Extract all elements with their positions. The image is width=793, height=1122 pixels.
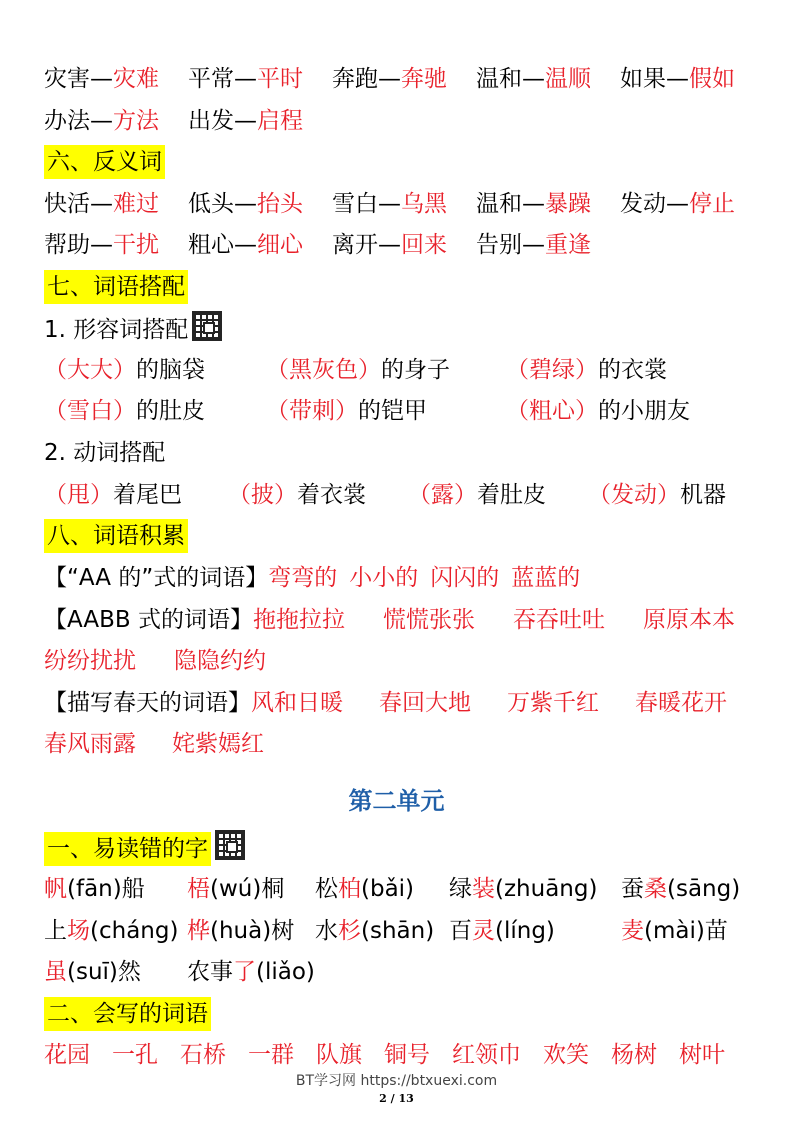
collocation-item xyxy=(228,478,408,512)
answer-word: 带刺 xyxy=(289,398,335,424)
prompt-word: 低头— xyxy=(188,191,257,217)
word-pair xyxy=(188,228,332,262)
paren-open: （ xyxy=(506,398,529,424)
collocation-item xyxy=(44,394,266,428)
paren-open: （ xyxy=(228,482,251,508)
word-pair xyxy=(332,187,476,221)
paren-close: ） xyxy=(657,482,680,508)
collocation-noun: 的衣裳 xyxy=(598,357,667,383)
answer-word: 拖拖拉拉 xyxy=(252,607,345,633)
paren-open: （ xyxy=(44,357,67,383)
pinyin-text: (suī)然 xyxy=(67,959,141,985)
aabb-words-row-1 xyxy=(44,603,773,637)
answer-word: 粗心 xyxy=(529,398,575,424)
section-heading: 六、反义词 xyxy=(44,145,165,179)
category-label: 【“AA 的”式的词语】 xyxy=(44,565,269,591)
prompt-word: 奔跑— xyxy=(332,66,401,92)
pinyin-item xyxy=(449,872,621,906)
answer-word: 乌黑 xyxy=(401,191,447,217)
answer-word: 小小的 xyxy=(349,565,419,591)
aa-words-row xyxy=(44,561,773,595)
answer-word: 碧绿 xyxy=(529,357,575,383)
prompt-word: 帮助— xyxy=(44,232,113,258)
collocation-noun: 着肚皮 xyxy=(477,482,546,508)
page-number: 2 / 13 xyxy=(379,1092,414,1105)
answer-word: 启程 xyxy=(257,108,303,134)
pinyin-row-2 xyxy=(44,914,773,948)
section-7-heading-row xyxy=(44,270,773,304)
section-8-heading-row xyxy=(44,519,773,553)
answer-word: 大大 xyxy=(67,357,113,383)
pinyin-text: (liǎo) xyxy=(256,959,315,985)
target-char: 桦 xyxy=(187,918,210,944)
pinyin-item xyxy=(44,955,187,989)
verb-row xyxy=(44,478,773,512)
section-heading: 二、会写的词语 xyxy=(44,997,211,1031)
answer-word: 灾难 xyxy=(113,66,159,92)
collocation-item xyxy=(266,353,506,387)
pinyin-item xyxy=(187,872,315,906)
context-char: 百 xyxy=(449,918,472,944)
paren-open: （ xyxy=(44,482,67,508)
answer-word: 回来 xyxy=(401,232,447,258)
word-pair xyxy=(44,62,188,96)
answer-word: 甩 xyxy=(67,482,90,508)
pinyin-item xyxy=(187,955,315,989)
word-pair xyxy=(476,228,620,262)
word-pair xyxy=(332,228,476,262)
word-pair xyxy=(188,104,332,138)
footer-site: BT学习网 https://btxuexi.com xyxy=(295,1073,498,1089)
section-heading: 八、词语积累 xyxy=(44,519,188,553)
prompt-word: 快活— xyxy=(44,191,113,217)
collocation-item xyxy=(44,478,228,512)
category-label: 【描写春天的词语】 xyxy=(44,690,251,716)
pinyin-item xyxy=(187,914,315,948)
pinyin-text: (wú)桐 xyxy=(210,876,285,902)
pinyin-text: (huà)树 xyxy=(210,918,295,944)
context-char: 绿 xyxy=(449,876,472,902)
answer-word: 雪白 xyxy=(67,398,113,424)
pinyin-text: (líng) xyxy=(495,918,555,944)
answer-word: 蓝蓝的 xyxy=(511,565,581,591)
paren-close: ） xyxy=(113,357,136,383)
answer-word: 纷纷扰扰 xyxy=(44,648,136,674)
pinyin-item xyxy=(621,872,771,906)
section-heading: 一、易读错的字 xyxy=(44,832,211,866)
collocation-noun: 着尾巴 xyxy=(113,482,182,508)
collocation-noun: 机器 xyxy=(680,482,726,508)
writing-word: 一群 xyxy=(248,1042,294,1068)
target-char: 帆 xyxy=(44,876,67,902)
subheading-verb: 2. 动词搭配 xyxy=(44,440,166,466)
paren-open: （ xyxy=(266,398,289,424)
collocation-item xyxy=(408,478,588,512)
answer-word: 风和日暖 xyxy=(251,690,343,716)
answer-word: 暴躁 xyxy=(545,191,591,217)
answer-word: 露 xyxy=(431,482,454,508)
answer-word: 假如 xyxy=(689,66,735,92)
answer-word: 奔驰 xyxy=(401,66,447,92)
paren-close: ） xyxy=(90,482,113,508)
answer-word: 原原本本 xyxy=(642,607,735,633)
answer-word: 春暖花开 xyxy=(635,690,727,716)
prompt-word: 平常— xyxy=(188,66,257,92)
collocation-item xyxy=(588,478,738,512)
answer-word: 弯弯的 xyxy=(268,565,338,591)
word-pair xyxy=(44,104,188,138)
target-char: 柏 xyxy=(338,876,361,902)
answer-word: 吞吞吐吐 xyxy=(512,607,605,633)
word-pair xyxy=(332,62,476,96)
word-pair xyxy=(188,187,332,221)
context-char: 上 xyxy=(44,918,67,944)
target-char: 桑 xyxy=(644,876,667,902)
answer-word: 难过 xyxy=(113,191,159,217)
collocation-item xyxy=(44,353,266,387)
collocation-noun: 的脑袋 xyxy=(136,357,205,383)
writing-word: 花园 xyxy=(44,1042,90,1068)
context-char: 蚕 xyxy=(621,876,644,902)
pinyin-text: (cháng) xyxy=(90,918,179,944)
target-char: 虽 xyxy=(44,959,67,985)
adjective-row-1 xyxy=(44,353,773,387)
prompt-word: 粗心— xyxy=(188,232,257,258)
pinyin-item xyxy=(621,914,771,948)
answer-word: 干扰 xyxy=(113,232,159,258)
writing-word: 队旗 xyxy=(316,1042,362,1068)
word-pair xyxy=(476,187,620,221)
writing-word: 铜号 xyxy=(384,1042,430,1068)
paren-close: ） xyxy=(113,398,136,424)
paren-close: ） xyxy=(358,357,381,383)
answer-word: 细心 xyxy=(257,232,303,258)
pinyin-text: (bǎi) xyxy=(361,876,415,902)
writing-words-row xyxy=(44,1038,773,1072)
answer-word: 发动 xyxy=(611,482,657,508)
pinyin-item xyxy=(315,914,449,948)
qr-code-icon xyxy=(192,311,222,341)
synonym-row-2 xyxy=(44,104,773,138)
writing-word: 树叶 xyxy=(679,1042,725,1068)
word-pair xyxy=(620,187,760,221)
paren-open: （ xyxy=(44,398,67,424)
answer-word: 重逢 xyxy=(545,232,591,258)
word-pair xyxy=(620,62,760,96)
antonym-row-2 xyxy=(44,228,773,262)
answer-word: 披 xyxy=(251,482,274,508)
target-char: 梧 xyxy=(187,876,210,902)
target-char: 装 xyxy=(472,876,495,902)
context-char: 水 xyxy=(315,918,338,944)
synonym-row-1 xyxy=(44,62,773,96)
answer-word: 春风雨露 xyxy=(44,731,136,757)
collocation-noun: 着衣裳 xyxy=(297,482,366,508)
section-heading: 七、词语搭配 xyxy=(44,270,188,304)
subheading-adjective: 1. 形容词搭配 xyxy=(44,317,189,343)
answer-word: 春回大地 xyxy=(379,690,471,716)
prompt-word: 办法— xyxy=(44,108,113,134)
target-char: 了 xyxy=(233,959,256,985)
unit2-section-1-heading-row xyxy=(44,830,773,864)
paren-close: ） xyxy=(575,357,598,383)
word-pair xyxy=(188,62,332,96)
paren-open: （ xyxy=(588,482,611,508)
target-char: 灵 xyxy=(472,918,495,944)
spring-words-row-1 xyxy=(44,686,773,720)
pinyin-item xyxy=(315,872,449,906)
target-char: 杉 xyxy=(338,918,361,944)
answer-word: 停止 xyxy=(689,191,735,217)
pinyin-item xyxy=(44,914,187,948)
collocation-noun: 的小朋友 xyxy=(598,398,690,424)
answer-word: 姹紫嫣红 xyxy=(172,731,264,757)
answer-word: 方法 xyxy=(113,108,159,134)
qr-code-icon xyxy=(215,830,245,860)
paren-close: ） xyxy=(335,398,358,424)
writing-word: 石桥 xyxy=(180,1042,226,1068)
pinyin-text: (mài)苗 xyxy=(644,918,728,944)
pinyin-text: (shān) xyxy=(361,918,435,944)
section-6-heading-row xyxy=(44,145,773,179)
paren-open: （ xyxy=(266,357,289,383)
paren-close: ） xyxy=(575,398,598,424)
pinyin-text: (zhuāng) xyxy=(495,876,598,902)
target-char: 场 xyxy=(67,918,90,944)
answer-word: 温顺 xyxy=(545,66,591,92)
prompt-word: 离开— xyxy=(332,232,401,258)
collocation-noun: 的肚皮 xyxy=(136,398,205,424)
pinyin-text: (sāng) xyxy=(667,876,741,902)
prompt-word: 如果— xyxy=(620,66,689,92)
prompt-word: 发动— xyxy=(620,191,689,217)
collocation-noun: 的铠甲 xyxy=(358,398,427,424)
pinyin-row-3 xyxy=(44,955,773,989)
collocation-item xyxy=(266,394,506,428)
context-char: 松 xyxy=(315,876,338,902)
answer-word: 慌慌张张 xyxy=(382,607,475,633)
antonym-row-1 xyxy=(44,187,773,221)
prompt-word: 告别— xyxy=(476,232,545,258)
prompt-word: 温和— xyxy=(476,191,545,217)
answer-word: 闪闪的 xyxy=(430,565,500,591)
prompt-word: 温和— xyxy=(476,66,545,92)
prompt-word: 出发— xyxy=(188,108,257,134)
collocation-item xyxy=(506,394,736,428)
subheading-row xyxy=(44,311,773,345)
target-char: 麦 xyxy=(621,918,644,944)
aabb-words-row-2 xyxy=(44,644,773,678)
writing-word: 欢笑 xyxy=(543,1042,589,1068)
writing-word: 红领巾 xyxy=(452,1042,521,1068)
adjective-row-2 xyxy=(44,394,773,428)
pinyin-item xyxy=(449,914,621,948)
word-pair xyxy=(44,228,188,262)
word-pair xyxy=(44,187,188,221)
answer-word: 黑灰色 xyxy=(289,357,358,383)
paren-open: （ xyxy=(506,357,529,383)
prompt-word: 雪白— xyxy=(332,191,401,217)
pinyin-text: (fān)船 xyxy=(67,876,145,902)
answer-word: 抬头 xyxy=(257,191,303,217)
subheading-row xyxy=(44,436,773,470)
spring-words-row-2 xyxy=(44,727,773,761)
paren-close: ） xyxy=(454,482,477,508)
answer-word: 隐隐约约 xyxy=(174,648,266,674)
word-pair xyxy=(476,62,620,96)
writing-word: 杨树 xyxy=(611,1042,657,1068)
writing-word: 一孔 xyxy=(112,1042,158,1068)
prompt-word: 灾害— xyxy=(44,66,113,92)
pinyin-item xyxy=(44,872,187,906)
paren-close: ） xyxy=(274,482,297,508)
collocation-noun: 的身子 xyxy=(381,357,450,383)
collocation-item xyxy=(506,353,736,387)
answer-word: 平时 xyxy=(257,66,303,92)
pinyin-row-1 xyxy=(44,872,773,906)
answer-word: 万紫千红 xyxy=(507,690,599,716)
paren-open: （ xyxy=(408,482,431,508)
unit2-section-2-heading-row xyxy=(44,997,773,1031)
category-label: 【AABB 式的词语】 xyxy=(44,607,253,633)
unit-title: 第二单元 xyxy=(348,786,445,815)
context-char: 农事 xyxy=(187,959,233,985)
